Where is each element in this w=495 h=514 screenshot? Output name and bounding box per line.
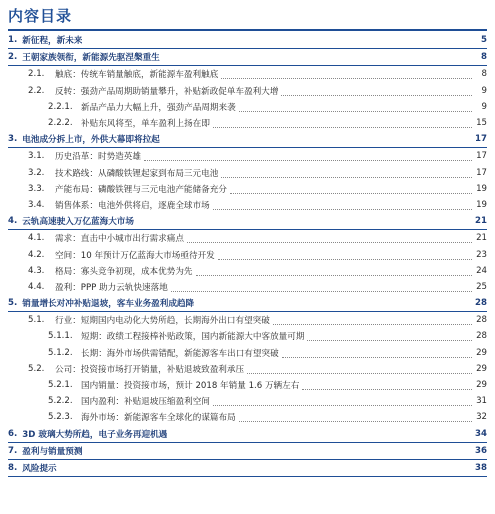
toc-entry-level-1[interactable] [8,213,487,230]
toc-entry-level-2[interactable] [8,66,487,82]
toc-entry-page: 8 [481,52,487,63]
toc-leader-dots [163,53,472,62]
toc-entry-title: 反转：强劲产品周期助销量攀升，补贴新政促单车盈利大增 [55,86,279,97]
toc-entry-level-2[interactable] [8,148,487,164]
toc-entry-page: 5 [481,35,487,46]
toc-entry-number: 3.3. [28,183,45,194]
toc-entry-page: 32 [476,412,487,423]
toc-entry-number: 2.2.1. [48,101,73,112]
toc-entry-level-2[interactable] [8,263,487,279]
toc-leader-dots [85,36,472,45]
toc-entry-number: 5.2.1. [48,380,73,391]
toc-entry-title: 销售体系：电池外供将启，逐鹿全球市场 [55,200,210,211]
toc-entry-number: 5.2.3. [48,412,73,423]
toc-entry-number: 4. [8,216,18,227]
toc-entry-title: 公司：投资接市场打开销量，补贴退坡致盈利承压 [55,364,245,375]
toc-entry-number: 4.1. [28,233,45,244]
toc-entry-number: 2. [8,52,18,63]
toc-entry-page: 8 [481,69,487,80]
toc-entry-page: 23 [476,249,487,260]
toc-leader-dots [85,446,472,455]
toc-leader-dots [163,135,472,144]
toc-entry-page: 19 [476,199,487,210]
toc-entry-level-2[interactable] [8,279,487,295]
toc-entry-page: 31 [476,396,487,407]
toc-entry-number: 7. [8,445,18,456]
toc-entry-page: 17 [475,134,487,145]
toc-leader-dots [144,151,472,161]
toc-leader-dots [302,380,472,390]
toc-entry-title: 风险提示 [22,463,57,474]
toc-entry-level-3[interactable] [8,99,487,115]
toc-leader-dots [213,200,472,210]
toc-entry-title: 新征程，新未来 [22,36,83,47]
toc-entry-title: 历史沿革：时势造英雄 [55,152,141,163]
toc-entry-page: 21 [475,216,487,227]
toc-entry-page: 25 [476,281,487,292]
toc-leader-dots [221,69,472,79]
toc-entry-page: 17 [476,151,487,162]
toc-entry-title: 行业：短期国内电动化大势所趋，长期海外出口有望突破 [55,316,270,327]
toc-entry-title: 销量增长对冲补贴退坡，客车业务盈利成趋降 [22,299,195,310]
toc-entry-level-3[interactable] [8,345,487,361]
toc-entry-page: 29 [476,347,487,358]
toc-entry-title: 电池成分拆上市，外供大幕即将拉起 [22,135,160,146]
toc-entry-page: 38 [475,462,487,473]
toc-leader-dots [171,282,472,292]
toc-entry-number: 2.1. [28,69,45,80]
toc-entry-number: 3.1. [28,151,45,162]
toc-leader-dots [170,429,472,438]
toc-entry-level-1[interactable] [8,49,487,66]
toc-entry-title: 产能布局：磷酸铁锂与三元电池产能储备充分 [55,184,227,195]
toc-leader-dots [218,250,472,260]
toc-leader-dots [282,348,472,358]
toc-leader-dots [60,463,472,472]
toc-leader-dots [281,86,472,96]
title-divider [8,29,487,31]
toc-entry-number: 2.2.2. [48,118,73,129]
toc-entry-page: 17 [476,167,487,178]
toc-leader-dots [230,184,472,194]
toc-entry-page: 19 [476,183,487,194]
toc-entry-title: 新品产品力大幅上升，强劲产品周期来袭 [81,102,236,113]
toc-entry-title: 格局：寡头竞争初现，成本优势为先 [55,266,193,277]
toc-leader-dots [137,217,472,226]
toc-entry-title: 触底：传统车销量触底，新能源车盈利触底 [55,70,219,81]
toc-entry-page: 24 [476,265,487,276]
toc-entry-number: 8. [8,462,18,473]
toc-entry-title: 短期：政绩工程接棒补贴政策，国内新能源大中客放量可期 [81,332,305,343]
toc-leader-dots [221,168,472,178]
toc-entry-number: 6. [8,428,18,439]
toc-entry-number: 4.4. [28,281,45,292]
toc-leader-dots [197,299,472,308]
toc-entry-title: 需求：直击中小城市出行需求痛点 [55,234,184,245]
toc-entry-level-1[interactable] [8,426,487,443]
toc-entry-number: 3.2. [28,167,45,178]
toc-entry-number: 4.2. [28,249,45,260]
toc-entry-level-2[interactable] [8,181,487,197]
toc-leader-dots [239,412,472,422]
toc-entry-page: 21 [476,233,487,244]
toc-entry-page: 9 [481,85,487,96]
toc-entry-page: 36 [475,445,487,456]
toc-entry-number: 5. [8,298,18,309]
toc-entry-title: 长期：海外市场供需错配，新能源客车出口有望突破 [81,348,279,359]
toc-entry-number: 3. [8,134,18,145]
toc-entry-title: 空间：10 年预计万亿蓝海大市场亟待开发 [55,250,215,261]
toc-entry-level-2[interactable] [8,83,487,99]
toc-entry-number: 1. [8,35,18,46]
toc-entry-level-2[interactable] [8,312,487,328]
toc-leader-dots [247,364,472,374]
toc-entry-title: 王朝家族领衔，新能源先驱涅槃重生 [22,53,160,64]
toc-entry-level-1[interactable] [8,131,487,148]
toc-leader-dots [273,315,472,325]
toc-entry-number: 5.1. [28,315,45,326]
toc-entry-title: 技术路线：从磷酸铁锂起家到布局三元电池 [55,168,219,179]
toc-entry-title: 3D 玻璃大势所趋，电子业务再迎机遇 [22,429,168,440]
toc-entry-level-3[interactable] [8,393,487,409]
toc-entry-page: 9 [481,101,487,112]
toc-entry-level-3[interactable] [8,115,487,131]
toc-entry-level-2[interactable] [8,230,487,246]
toc-leader-dots [196,266,472,276]
toc-leader-dots [213,396,472,406]
toc-entry-level-1[interactable] [8,460,487,477]
toc-title: 内容目录 [8,7,73,25]
toc-entry-page: 28 [475,298,487,309]
toc-entry-level-3[interactable] [8,409,487,425]
toc-leader-dots [239,102,472,112]
toc-entry-title: 国内盈利：补贴退坡压缩盈利空间 [81,397,210,408]
toc-leader-dots [187,233,472,243]
toc-entry-title: 海外市场：新能源客车全球化的谋篇布局 [81,413,236,424]
toc-entry-number: 3.4. [28,199,45,210]
toc-entry-number: 5.1.1. [48,331,73,342]
toc-entry-number: 5.2.2. [48,396,73,407]
toc-list [8,32,487,477]
toc-entry-level-3[interactable] [8,328,487,344]
toc-entry-level-3[interactable] [8,377,487,393]
toc-entry-page: 29 [476,363,487,374]
toc-entry-level-2[interactable] [8,197,487,213]
toc-entry-level-1[interactable] [8,32,487,49]
toc-entry-number: 5.2. [28,363,45,374]
toc-entry-number: 5.1.2. [48,347,73,358]
toc-entry-number: 2.2. [28,85,45,96]
toc-entry-title: 国内销量：投资接市场，预计 2018 年销量 1.6 万辆左右 [81,381,300,392]
toc-entry-level-1[interactable] [8,295,487,312]
toc-leader-dots [213,118,472,128]
toc-entry-title: 云轨高速驶入万亿蓝海大市场 [22,217,134,228]
toc-leader-dots [307,331,472,341]
toc-entry-level-2[interactable] [8,361,487,377]
toc-entry-page: 29 [476,380,487,391]
toc-entry-page: 28 [476,331,487,342]
toc-entry-level-1[interactable] [8,443,487,460]
toc-entry-page: 15 [476,118,487,129]
toc-entry-number: 4.3. [28,265,45,276]
toc-entry-title: 盈利与销量预测 [22,446,83,457]
toc-entry-level-2[interactable] [8,246,487,262]
toc-entry-title: 盈利：PPP 助力云轨快速落地 [55,282,168,293]
toc-entry-page: 28 [476,315,487,326]
toc-entry-level-2[interactable] [8,165,487,181]
toc-entry-page: 34 [475,428,487,439]
toc-entry-title: 补贴东风将至，单车盈利上扬在即 [81,119,210,130]
